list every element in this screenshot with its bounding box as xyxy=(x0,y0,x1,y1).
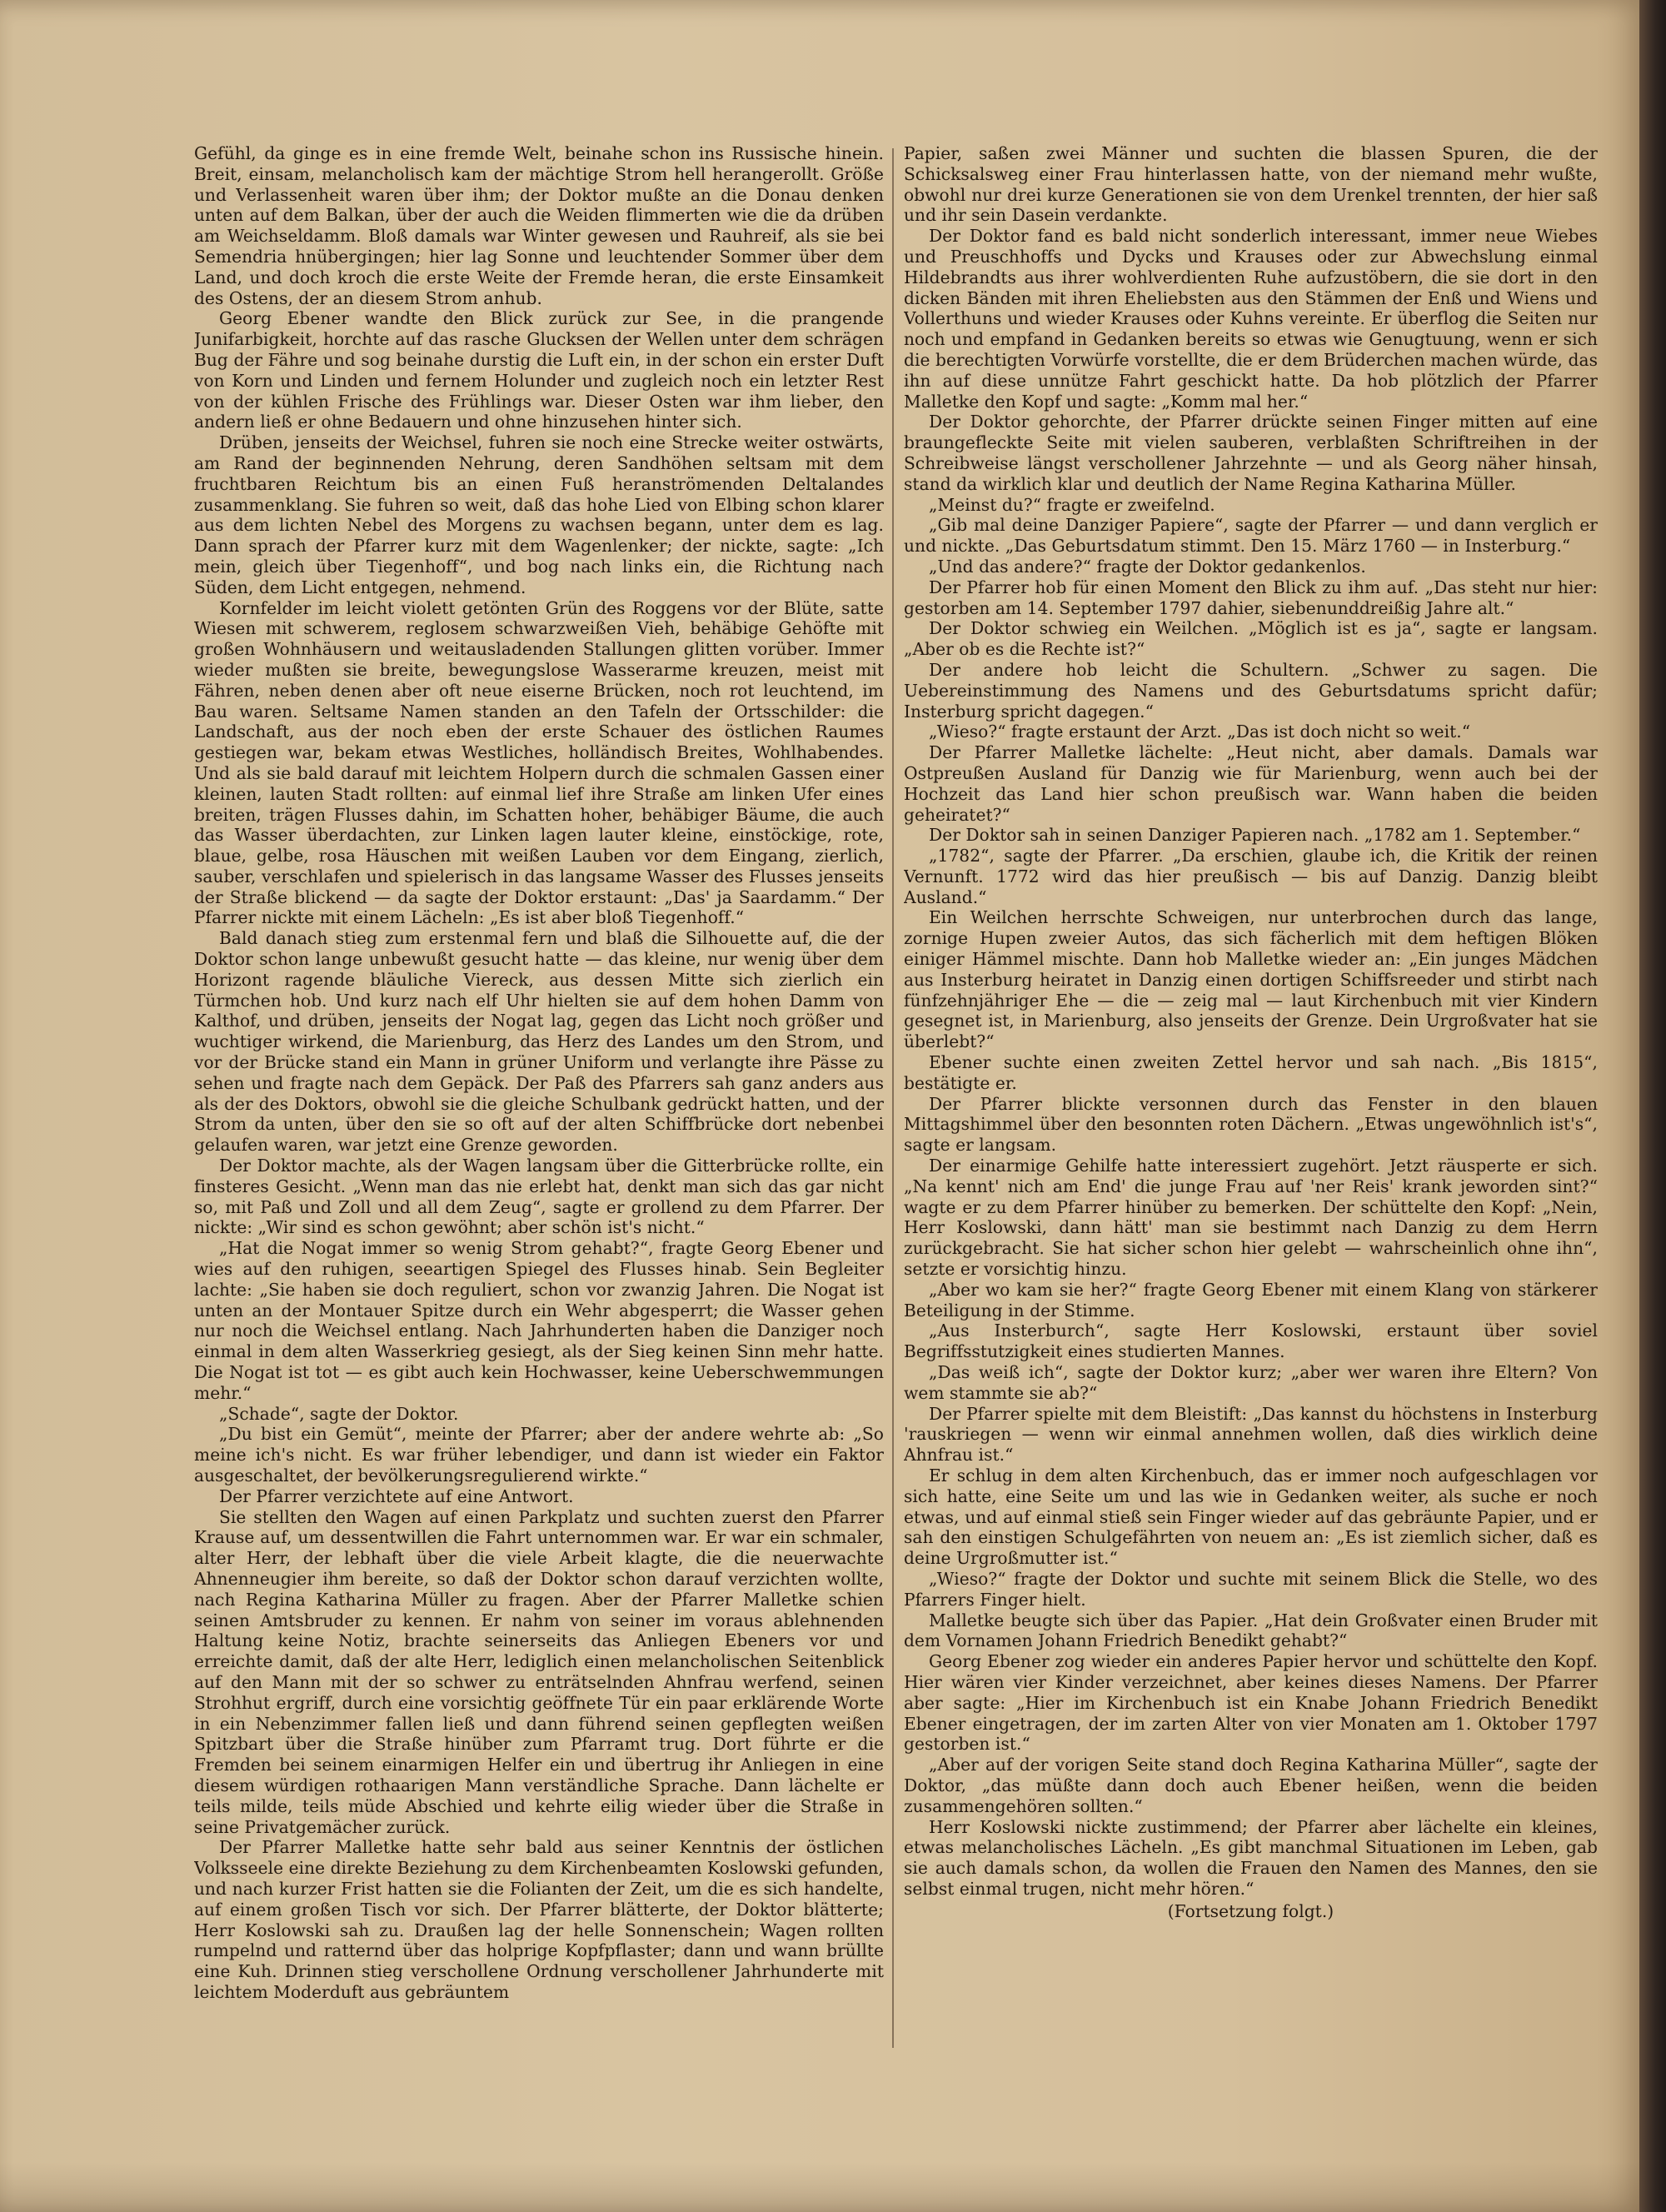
paragraph: Herr Koslowski nickte zustimmend; der Pfarrer aber lächelte ein kleines, etwas melancholisches Lächeln. „Es gibt manchmal Situationen im Leben, gab sie auch damals schon, da wollen die Frauen den Namen des Mannes, den sie selbst einmal trugen, nicht mehr hören.“ xyxy=(904,1816,1598,1899)
paragraph: „Aber wo kam sie her?“ fragte Georg Ebener mit einem Klang von stärkerer Beteiligung in der Stimme. xyxy=(904,1279,1598,1321)
paragraph: „Schade“, sagte der Doktor. xyxy=(219,1403,459,1424)
paragraph: Der Doktor gehorchte, der Pfarrer drückte seinen Finger mitten auf eine braungefleckte Seite mit vielen sauberen, verblaßten Schriftreihen in der Schreibweise längst verschollener Jahrzehnte — und als Georg näher hinsah, stand da wirklich klar und deutlich der Name Regina Katharina Müller. xyxy=(904,412,1598,494)
paragraph: Der Doktor schwieg ein Weilchen. „Möglich ist es ja“, sagte er langsam. „Aber ob es die Rechte ist?“ xyxy=(904,618,1598,660)
paragraph: Bald danach stieg zum erstenmal fern und blaß die Silhouette auf, die der Doktor schon lange unbewußt gesucht hatte — das kleine, nur wenig über dem Horizont ragende bläuliche Viereck, aus dessen Mitte sich zierlich ein Türmchen hob. Und kurz nach elf Uhr hielten sie auf dem hohen Damm von Kalthof, und drüben, jenseits der Nogat lag, gegen das Licht noch größer und wuchtiger wirkend, die Marienburg, das Herz des Landes um den Strom, und vor der Brücke stand ein Mann in grüner Uniform und verlangte ihre Pässe zu sehen und fragte nach dem Gepäck. Der Paß des Pfarrers sah ganz anders aus als der des Doktors, obwohl sie die gleiche Schulbank gedrückt hatten, und der Strom da unten, über den sie so oft auf der alten Schiffbrücke dort nebenbei gelaufen waren, war jetzt eine Grenze geworden. xyxy=(194,928,884,1156)
paragraph: „Hat die Nogat immer so wenig Strom gehabt?“, fragte Georg Ebener und wies auf den ruhigen, seeartigen Spiegel des Flusses hinab. Sein Begleiter lachte: „Sie haben sie doch reguliert, schon vor zwanzig Jahren. Die Nogat ist unten an der Montauer Spitze durch ein Wehr abgesperrt; die Wasser gehen nur noch die Weichsel entlang. Nach Jahrhunderten haben die Danziger noch einmal in dem alten Wasserkrieg gesiegt, als der Sieg keinen Sinn mehr hatte. Die Nogat ist tot — es gibt auch kein Hochwasser, keine Ueberschwemmungen mehr.“ xyxy=(194,1238,884,1403)
paragraph: Sie stellten den Wagen auf einen Parkplatz und suchten zuerst den Pfarrer Krause auf, um dessentwillen die Fahrt unternommen war. Er war ein schmaler, alter Herr, der lebhaft über die viele Arbeit klagte, die die neuerwachte Ahnenneugier ihm bereite, so daß der Doktor schon darauf verzichten wollte, nach Regina Katharina Müller zu fragen. Aber der Pfarrer Malletke schien seinen Amtsbruder zu kennen. Er nahm von seiner im voraus ablehnenden Haltung keine Notiz, brachte seinerseits das Anliegen Ebeners vor und erreichte damit, daß der alte Herr, lediglich einen melancholischen Seitenblick auf den Mann mit der so schwer zu enträtselnden Ahnfrau werfend, seinen Strohhut ergriff, durch eine vorsichtig geöffnete Tür ein paar erklärende Worte in ein Nebenzimmer fallen ließ und dann führend seinen gepflegten weißen Spitzbart über die Straße hinüber zum Pfarramt trug. Dort führte er die Fremden bei seinem einarmigen Helfer ein und übertrug ihr Anliegen in eine diesem würdigen rothaarigen Mann verständliche Sprache. Dann lächelte er teils milde, teils müde Abschied und kehrte eilig wieder über die Straße in seine Privatgemächer zurück. xyxy=(194,1506,884,1837)
paragraph: Drüben, jenseits der Weichsel, fuhren sie noch eine Strecke weiter ostwärts, am Rand der beginnenden Nehrung, deren Sandhöhen seltsam mit dem fruchtbaren Reichtum bis an einen Fuß heranströmenden Deltalandes zusammenklang. Sie fuhren so weit, daß das hohe Lied von Elbing schon klarer aus dem lichten Nebel des Morgens zu wachsen begann, unter dem es lag. Dann sprach der Pfarrer kurz mit dem Wagenlenker; der nickte, sagte: „Ich mein, gleich über Tiegenhoff“, und bog nach links ein, die Richtung nach Süden, dem Licht entgegen, nehmend. xyxy=(194,432,884,597)
paragraph: Der Pfarrer blickte versonnen durch das Fenster in den blauen Mittagshimmel über den besonnten roten Dächern. „Etwas ungewöhnlich ist's“, sagte er langsam. xyxy=(904,1093,1598,1156)
paragraph: „Und das andere?“ fragte der Doktor gedankenlos. xyxy=(929,556,1366,577)
paragraph: „1782“, sagte der Pfarrer. „Da erschien, glaube ich, die Kritik der reinen Vernunft. 1772 wird das hier preußisch — bis auf Danzig. Danzig bleibt Ausland.“ xyxy=(904,846,1598,907)
paragraph: Der Doktor machte, als der Wagen langsam über die Gitterbrücke rollte, ein finsteres Gesicht. „Wenn man das nie erlebt hat, denkt man sich das gar nicht so, mit Paß und Zoll und all dem Zeug“, sagte er grollend zu dem Pfarrer. Der nickte: „Wir sind es schon gewöhnt; aber schön ist's nicht.“ xyxy=(194,1156,884,1238)
paragraph: „Du bist ein Gemüt“, meinte der Pfarrer; aber der andere wehrte ab: „So meine ich's nicht. Es war früher lebendiger, und dann ist wieder ein Faktor ausgeschaltet, der bevölkerungsregulierend wirkte.“ xyxy=(194,1424,884,1485)
page-bottom-shadow xyxy=(0,2162,1639,2212)
text-column-left xyxy=(194,143,884,2135)
paragraph: „Gib mal deine Danziger Papiere“, sagte der Pfarrer — und dann verglich er und nickte. „Das Geburtsdatum stimmt. Den 15. März 1760 — in Insterburg.“ xyxy=(904,515,1598,557)
paragraph: Der einarmige Gehilfe hatte interessiert zugehört. Jetzt räusperte er sich. „Na kennt' nich am End' die junge Frau auf 'ner Reis' krank jeworden sint?“ wagte er zu dem Pfarrer hinüber zu bemerken. Der schüttelte den Kopf: „Nein, Herr Koslowski, dann hätt' man sie bestimmt nach Danzig zu dem Herrn zurückgebracht. Sie hat sicher schon hier gelebt — wahrscheinlich ohne ihn“, setzte er vorsichtig hinzu. xyxy=(904,1156,1598,1280)
paragraph: Gefühl, da ginge es in eine fremde Welt, beinahe schon ins Russische hinein. Breit, einsam, melancholisch kam der mächtige Strom hell herangerollt. Größe und Verlassenheit waren über ihm; der Doktor mußte an die Donau denken unten auf dem Balkan, über der auch die Weiden flimmerten wie die da drüben am Weichseldamm. Bloß damals war Winter gewesen und Rauhreif, als sie bei Semendria hnübergingen; hier lag Sonne und leuchtender Sommer über dem Land, und doch kroch die erste Weite der Fremde heran, die erste Einsamkeit des Ostens, der an diesem Strom anhub. xyxy=(194,143,884,308)
paragraph: „Aber auf der vorigen Seite stand doch Regina Katharina Müller“, sagte der Doktor, „das müßte dann doch auch Ebener heißen, wenn die beiden zusammengehören sollten.“ xyxy=(904,1755,1598,1816)
paragraph: „Wieso?“ fragte erstaunt der Arzt. „Das ist doch nicht so weit.“ xyxy=(929,722,1471,742)
paragraph: Der andere hob leicht die Schultern. „Schwer zu sagen. Die Uebereinstimmung des Namens und des Geburtsdatums spricht dafür; Insterburg spricht dagegen.“ xyxy=(904,659,1598,722)
paragraph: Der Doktor fand es bald nicht sonderlich interessant, immer neue Wiebes und Preuschhoffs und Dycks und Krauses oder zur Abwechslung einmal Hildebrandts aus ihrer wohlverdienten Ruhe aufzustöbern, die sie dort in den dicken Bänden mit ihren Eheliebsten aus den Stämmen der Enß und Wiens und Vollerthuns und wieder Krauses oder Kuhns vereinte. Er überflog die Seiten nur noch und empfand in Gedanken bereits so etwas wie Genugtuung, wenn er sich die berechtigten Vorwürfe vorstellte, die er dem Brüderchen machen würde, das ihn auf diese unnütze Fahrt geschickt hatte. Da hob plötzlich der Pfarrer Malletke den Kopf und sagte: „Komm mal her.“ xyxy=(904,226,1598,412)
paragraph: Ein Weilchen herrschte Schweigen, nur unterbrochen durch das lange, zornige Hupen zweier Autos, das sich fächerlich mit dem heftigen Blöken einiger Hämmel mischte. Dann hob Malletke wieder an: „Ein junges Mädchen aus Insterburg heiratet in Danzig einen dortigen Schiffsreeder und stirbt nach fünfzehnjähriger Ehe — die — zeig mal — laut Kirchenbuch mit vier Kindern gesegnet ist, in Marienburg, also jenseits der Grenze. Dein Urgroßvater hat sie überlebt?“ xyxy=(904,907,1598,1052)
paragraph: Ebener suchte einen zweiten Zettel hervor und sah nach. „Bis 1815“, bestätigte er. xyxy=(904,1052,1598,1093)
paragraph: Der Pfarrer spielte mit dem Bleistift: „Das kannst du höchstens in Insterburg 'rauskriegen — wenn wir einmal annehmen wollen, daß dies wirklich deine Ahnfrau ist.“ xyxy=(904,1403,1598,1466)
paragraph: Malletke beugte sich über das Papier. „Hat dein Großvater einen Bruder mit dem Vornamen Johann Friedrich Benedikt gehabt?“ xyxy=(904,1610,1598,1651)
paragraph: Georg Ebener wandte den Blick zurück zur See, in die prangende Junifarbigkeit, horchte auf das rasche Glucksen der Wellen unter dem schrägen Bug der Fähre und sog beinahe durstig die Luft ein, in der schon ein erster Duft von Korn und Linden und fernem Holunder und zugleich noch ein letzter Rest von der kühlen Frische des Frühlings war. Dieser Osten war ihm lieber, den andern ließ er ohne Bedauern und ohne hinzusehen hinter sich. xyxy=(194,308,884,432)
paragraph: „Das weiß ich“, sagte der Doktor kurz; „aber wer waren ihre Eltern? Von wem stammte sie ab?“ xyxy=(904,1362,1598,1403)
paragraph: „Aus Insterburch“, sagte Herr Koslowski, erstaunt über soviel Begriffsstutzigkeit eines studierten Mannes. xyxy=(904,1321,1598,1362)
text-column-right xyxy=(904,143,1598,2135)
continuation-note: (Fortsetzung folgt.) xyxy=(1167,1900,1334,1921)
paragraph: Kornfelder im leicht violett getönten Grün des Roggens vor der Blüte, satte Wiesen mit schwerem, reglosem schwarzweißen Vieh, behäbige Gehöfte mit großen Wohnhäusern und weitausladenden Stallungen glitten vorüber. Immer wieder mußten sie breite, bewegungslose Wasserarme kreuzen, meist mit Fähren, neben denen aber oft neue eiserne Brücken, noch rot leuchtend, im Bau waren. Seltsame Namen standen an den Tafeln der Ortsschilder: die Landschaft, aus der noch eben der erste Schauer des östlichen Raumes gestiegen war, bekam etwas Westliches, holländisch Breites, Wohlhabendes. Und als sie bald darauf mit leichtem Holpern durch die schmalen Gassen einer kleinen, lauten Stadt rollten: auf einmal lief ihre Straße am linken Ufer eines breiten, trägen Flusses dahin, im Schatten hoher, behäbiger Bäume, die auch das Wasser überdachten, zur Linken lagen lauter kleine, einstöckige, rote, blaue, gelbe, rosa Häuschen mit weißen Lauben vor dem Eingang, zierlich, sauber, verschlafen und spielerisch in das langsame Wasser des Flusses jenseits der Straße blickend — da sagte der Doktor erstaunt: „Das' ja Saardamm.“ Der Pfarrer nickte mit einem Lächeln: „Es ist aber bloß Tiegenhoff.“ xyxy=(194,597,884,928)
paragraph: „Wieso?“ fragte der Doktor und suchte mit seinem Blick die Stelle, wo des Pfarrers Finger hielt. xyxy=(904,1568,1598,1610)
book-spine xyxy=(1639,0,1666,2212)
paragraph: Der Doktor sah in seinen Danziger Papieren nach. „1782 am 1. September.“ xyxy=(929,825,1581,846)
paragraph: Der Pfarrer Malletke hatte sehr bald aus seiner Kenntnis der östlichen Volksseele eine direkte Beziehung zu dem Kirchenbeamten Koslowski gefunden, und nach kurzer Frist hatten sie die Folianten der Zeit, um die es sich handelte, auf einem großen Tisch vor sich. Der Pfarrer blätterte, der Doktor blätterte; Herr Koslowski sah zu. Draußen lag der helle Sonnenschein; Wagen rollten rumpelnd und ratternd über das holprige Kopfpflaster; dann und wann brüllte eine Kuh. Drinnen stieg verschollene Ordnung verschollener Jahrhunderte mit leichtem Moderduft aus gebräuntem xyxy=(194,1837,884,2002)
column-divider xyxy=(892,148,894,2048)
paragraph: Georg Ebener zog wieder ein anderes Papier hervor und schüttelte den Kopf. Hier wären vier Kinder verzeichnet, aber keines dieses Namens. Der Pfarrer aber sagte: „Hier im Kirchenbuch ist ein Knabe Johann Friedrich Benedikt Ebener eingetragen, der im zarten Alter von vier Monaten am 1. Oktober 1797 gestorben ist.“ xyxy=(904,1651,1598,1755)
paragraph: Der Pfarrer Malletke lächelte: „Heut nicht, aber damals. Damals war Ostpreußen Ausland für Danzig wie für Marienburg, wenn auch bei der Hochzeit das Land hier schon preußisch war. Wann haben die beiden geheiratet?“ xyxy=(904,742,1598,825)
paragraph: Der Pfarrer hob für einen Moment den Blick zu ihm auf. „Das steht nur hier: gestorben am 14. September 1797 dahier, siebenunddreißig Jahre alt.“ xyxy=(904,577,1598,618)
paragraph: Papier, saßen zwei Männer und suchten die blassen Spuren, die der Schicksalsweg einer Frau hinterlassen hatte, von der niemand mehr wußte, obwohl nur drei kurze Generationen sie von dem Urenkel trennten, der hier saß und ihr sein Dasein verdankte. xyxy=(904,143,1598,226)
paragraph: „Meinst du?“ fragte er zweifelnd. xyxy=(929,494,1215,515)
paragraph: Er schlug in dem alten Kirchenbuch, das er immer noch aufgeschlagen vor sich hatte, eine Seite um und las wie in Gedanken weiter, als suche er noch etwas, und auf einmal stieß sein Finger wieder auf das gebräunte Papier, und er sah den einstigen Schulgefährten von neuem an: „Es ist ziemlich sicher, daß es deine Urgroßmutter ist.“ xyxy=(904,1466,1598,1569)
paragraph: Der Pfarrer verzichtete auf eine Antwort. xyxy=(219,1485,574,1506)
